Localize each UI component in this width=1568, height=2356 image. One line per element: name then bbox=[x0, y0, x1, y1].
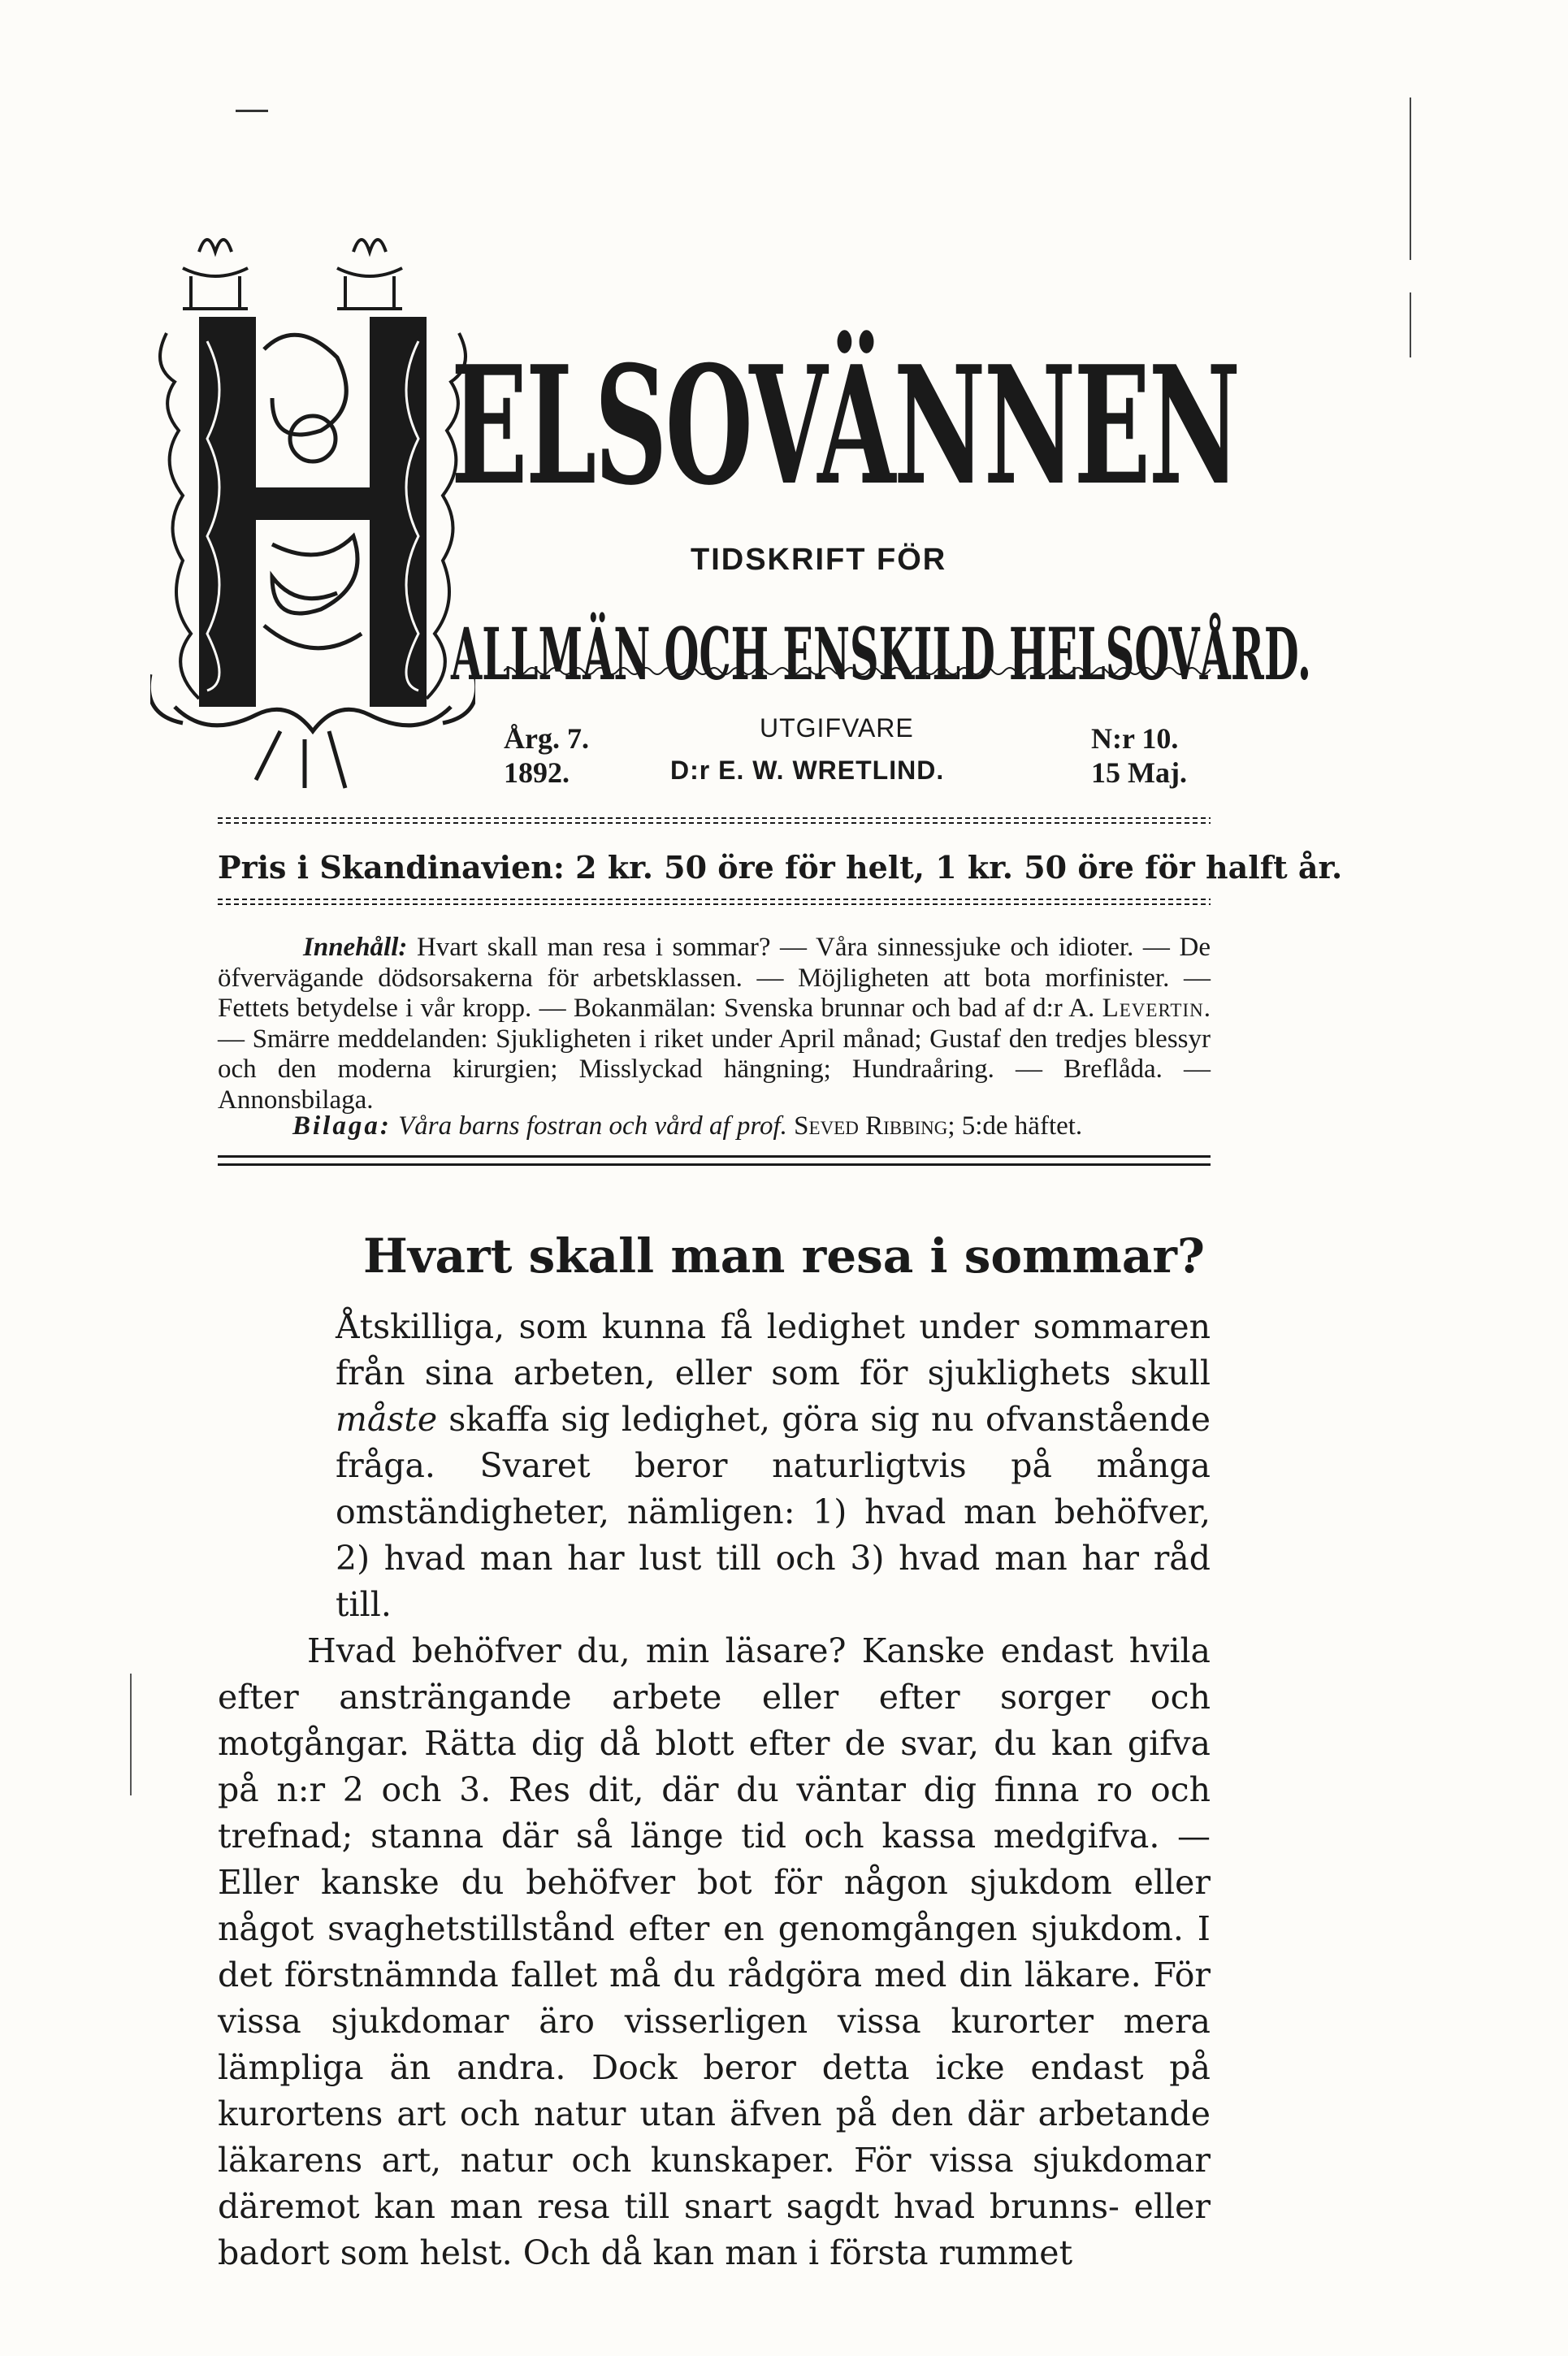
supplement-author: Seved Ribbing bbox=[794, 1111, 948, 1141]
price-line: Pris i Skandinavien: 2 kr. 50 öre för helt, 1 kr. 50 öre för halft år. bbox=[218, 849, 1343, 886]
wavy-rule bbox=[218, 814, 1211, 827]
wavy-rule bbox=[504, 665, 1211, 678]
scan-edge-mark bbox=[1410, 292, 1411, 357]
masthead-subtitle-2: ALLMÄN OCH ENSKILD HELSOVÅRD. bbox=[451, 612, 1311, 696]
supplement-line bbox=[292, 1111, 1082, 1141]
ornamental-initial-h bbox=[150, 219, 475, 804]
table-of-contents bbox=[218, 933, 1211, 1115]
issue-year: 1892. bbox=[504, 756, 570, 789]
contents-text-2: . — Smärre meddelanden: Sjukligheten i riket under April månad; Gustaf den tredjes blessyr och den moderna kirurgien; Misslyckad hängning; Hundraåring. — Breflåda. — Annonsbilaga. bbox=[218, 994, 1211, 1115]
article-body bbox=[218, 1304, 1211, 2276]
scan-speck bbox=[236, 110, 268, 112]
divider-rule bbox=[218, 1163, 1211, 1166]
publisher-name: D:r E. W. WRETLIND. bbox=[670, 756, 945, 785]
issue-date: 15 Maj. bbox=[1091, 756, 1187, 789]
divider-rule bbox=[218, 1155, 1211, 1158]
article-paragraph: Åtskilliga, som kunna få ledighet under sommaren från sina arbeten, eller som för sjuklighets skull måste skaffa sig ledighet, göra sig nu ofvanstående fråga. Svaret beror naturligtvis på många omständigheter, nämligen: 1) hvad man behöfver, 2) hvad man har lust till och 3) hvad man har råd till. bbox=[336, 1307, 1211, 1624]
contents-text-1: Hvart skall man resa i sommar? — Våra sinnessjuke och idioter. — De öfvervägande dödsorsakerna för arbetsklassen. — Möjligheten att bota morfinister. — Fettets betydelse i vår kropp. — Bokanmälan: Svenska brunnar och bad af d:r A. bbox=[218, 933, 1211, 1023]
masthead-subtitle-1: TIDSKRIFT FÖR bbox=[691, 543, 947, 577]
issue-number: N:r 10. bbox=[1091, 722, 1179, 755]
supplement-title: Våra barns fostran och vård af prof. bbox=[391, 1111, 795, 1141]
scan-edge-mark bbox=[1410, 97, 1411, 260]
supplement-lead: Bilaga: bbox=[292, 1111, 392, 1141]
article-title: Hvart skall man resa i sommar? bbox=[363, 1228, 1205, 1284]
masthead-title: ELSOVÄNNEN bbox=[451, 331, 1239, 522]
scan-edge-mark bbox=[130, 1674, 132, 1795]
issue-year-label: Årg. 7. bbox=[504, 722, 589, 755]
supplement-tail: ; 5:de häftet. bbox=[947, 1111, 1083, 1141]
wavy-rule bbox=[218, 895, 1211, 908]
article-paragraph: Hvad behöfver du, min läsare? Kanske endast hvila efter ansträngande arbete eller efter sorger och motgångar. Rätta dig då blott efter de svar, du kan gifva på n:r 2 och 3. Res dit, där du väntar dig finna ro och trefnad; stanna där så länge tid och kassa medgifva. — Eller kanske du behöfver bot för någon sjukdom eller något svaghetstillstånd efter en genomgången sjukdom. I det förstnämnda fallet må du rådgöra med din läkare. För vissa sjukdomar äro visserligen vissa kurorter mera lämpliga än andra. Dock beror detta icke endast på kurortens art och natur utan äfven på den där arbetande läkarens art, natur och kunskaper. För vissa sjukdomar däremot kan man resa till snart sagdt hvad brunns- eller badort som helst. Och då kan man i första rummet bbox=[218, 1631, 1211, 2272]
contents-lead: Innehåll: bbox=[303, 933, 408, 962]
publisher-label: UTGIFVARE bbox=[760, 713, 914, 743]
contents-author: Levertin bbox=[1102, 994, 1204, 1023]
